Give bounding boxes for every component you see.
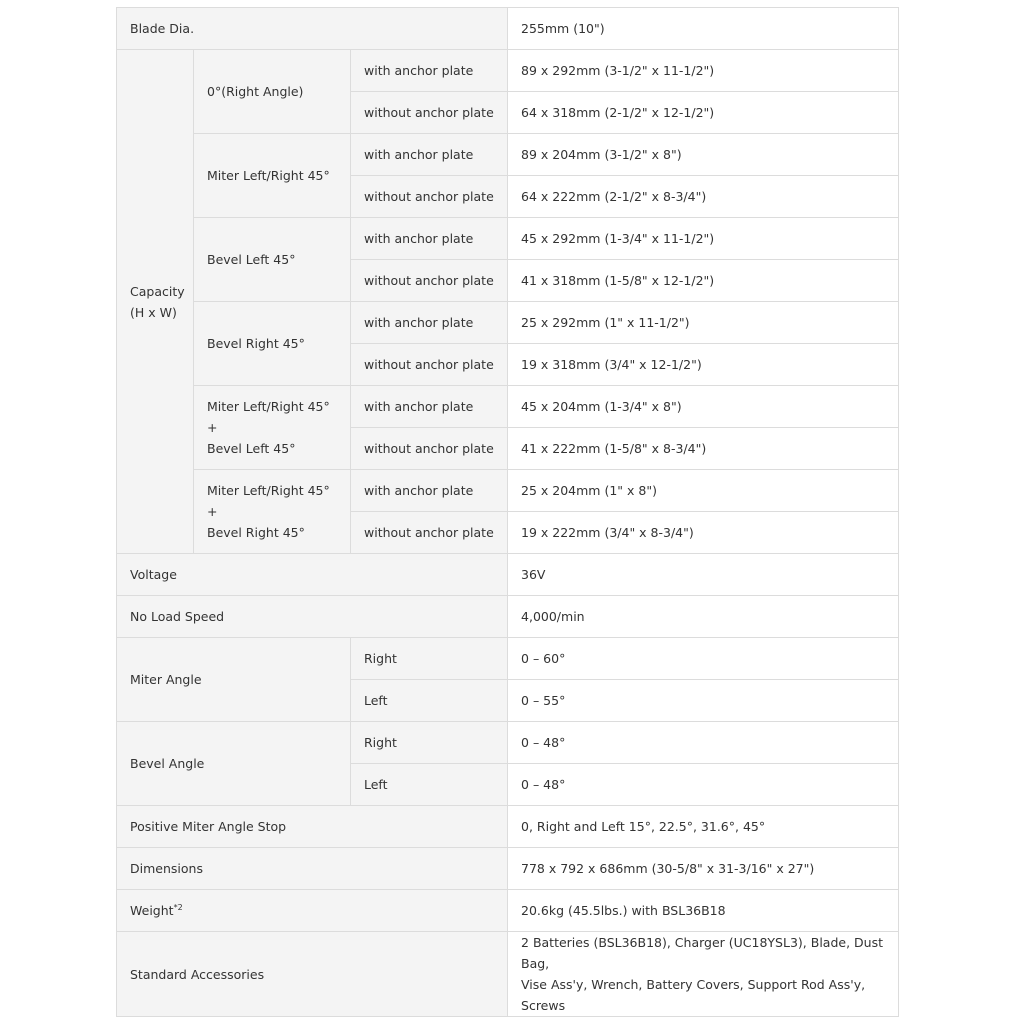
row-dimensions bbox=[117, 848, 899, 890]
group-name-line1: Miter Left/Right 45° + bbox=[207, 399, 330, 435]
label-accessories: Standard Accessories bbox=[117, 932, 508, 1017]
capacity-sub-with-anchor: with anchor plate bbox=[351, 218, 508, 260]
miter-angle-left-label: Left bbox=[351, 680, 508, 722]
capacity-sub-without-anchor: without anchor plate bbox=[351, 92, 508, 134]
capacity-value: 89 x 292mm (3-1/2" x 11-1/2") bbox=[508, 50, 899, 92]
bevel-angle-left-label: Left bbox=[351, 764, 508, 806]
label-voltage: Voltage bbox=[117, 554, 508, 596]
row-bevel-angle-right bbox=[117, 722, 899, 764]
capacity-group-miter-bevel-right bbox=[194, 470, 351, 554]
capacity-group-miter-bevel-left bbox=[194, 386, 351, 470]
label-bevel-angle: Bevel Angle bbox=[117, 722, 351, 806]
label-positive-stop: Positive Miter Angle Stop bbox=[117, 806, 508, 848]
row-capacity-4-with bbox=[117, 386, 899, 428]
capacity-label-line1: Capacity bbox=[130, 283, 185, 299]
value-dimensions: 778 x 792 x 686mm (30-5/8" x 31-3/16" x 27") bbox=[508, 848, 899, 890]
capacity-sub-without-anchor: without anchor plate bbox=[351, 512, 508, 554]
row-capacity-3-with bbox=[117, 302, 899, 344]
accessories-line1: 2 Batteries (BSL36B18), Charger (UC18YSL3), Blade, Dust Bag, bbox=[521, 935, 883, 971]
weight-label-text: Weight bbox=[130, 903, 174, 918]
row-miter-angle-right bbox=[117, 638, 899, 680]
label-no-load-speed: No Load Speed bbox=[117, 596, 508, 638]
capacity-value: 19 x 318mm (3/4" x 12-1/2") bbox=[508, 344, 899, 386]
value-blade-dia: 255mm (10") bbox=[508, 8, 899, 50]
capacity-sub-with-anchor: with anchor plate bbox=[351, 50, 508, 92]
capacity-value: 25 x 204mm (1" x 8") bbox=[508, 470, 899, 512]
row-weight bbox=[117, 890, 899, 932]
label-dimensions: Dimensions bbox=[117, 848, 508, 890]
capacity-group-bevel-right-45: Bevel Right 45° bbox=[194, 302, 351, 386]
capacity-sub-without-anchor: without anchor plate bbox=[351, 176, 508, 218]
capacity-value: 41 x 318mm (1-5/8" x 12-1/2") bbox=[508, 260, 899, 302]
row-accessories bbox=[117, 932, 899, 1017]
row-capacity-1-with bbox=[117, 134, 899, 176]
miter-angle-right-label: Right bbox=[351, 638, 508, 680]
capacity-value: 19 x 222mm (3/4" x 8-3/4") bbox=[508, 512, 899, 554]
group-name-line1: Miter Left/Right 45° + bbox=[207, 483, 330, 519]
row-capacity-5-with bbox=[117, 470, 899, 512]
value-no-load-speed: 4,000/min bbox=[508, 596, 899, 638]
label-miter-angle: Miter Angle bbox=[117, 638, 351, 722]
capacity-sub-with-anchor: with anchor plate bbox=[351, 302, 508, 344]
value-positive-stop: 0, Right and Left 15°, 22.5°, 31.6°, 45° bbox=[508, 806, 899, 848]
capacity-sub-with-anchor: with anchor plate bbox=[351, 386, 508, 428]
label-weight bbox=[117, 890, 508, 932]
capacity-value: 64 x 318mm (2-1/2" x 12-1/2") bbox=[508, 92, 899, 134]
capacity-value: 64 x 222mm (2-1/2" x 8-3/4") bbox=[508, 176, 899, 218]
capacity-value: 25 x 292mm (1" x 11-1/2") bbox=[508, 302, 899, 344]
label-blade-dia: Blade Dia. bbox=[117, 8, 508, 50]
value-weight: 20.6kg (45.5lbs.) with BSL36B18 bbox=[508, 890, 899, 932]
group-name-line2: Bevel Left 45° bbox=[207, 441, 296, 456]
row-blade-dia bbox=[117, 8, 899, 50]
capacity-group-bevel-left-45: Bevel Left 45° bbox=[194, 218, 351, 302]
capacity-label-line2: (H x W) bbox=[130, 304, 177, 320]
weight-footnote: *2 bbox=[173, 902, 183, 912]
capacity-group-right-angle: 0°(Right Angle) bbox=[194, 50, 351, 134]
capacity-sub-without-anchor: without anchor plate bbox=[351, 260, 508, 302]
value-accessories bbox=[508, 932, 899, 1017]
bevel-angle-right-value: 0 – 48° bbox=[508, 722, 899, 764]
accessories-line2: Vise Ass'y, Wrench, Battery Covers, Support Rod Ass'y, Screws bbox=[521, 977, 866, 1013]
bevel-angle-right-label: Right bbox=[351, 722, 508, 764]
group-name-line2: Bevel Right 45° bbox=[207, 525, 305, 540]
capacity-value: 45 x 292mm (1-3/4" x 11-1/2") bbox=[508, 218, 899, 260]
label-capacity bbox=[117, 50, 194, 554]
row-voltage bbox=[117, 554, 899, 596]
capacity-sub-with-anchor: with anchor plate bbox=[351, 470, 508, 512]
miter-angle-right-value: 0 – 60° bbox=[508, 638, 899, 680]
capacity-value: 45 x 204mm (1-3/4" x 8") bbox=[508, 386, 899, 428]
row-capacity-0-with bbox=[117, 50, 899, 92]
capacity-group-miter-45: Miter Left/Right 45° bbox=[194, 134, 351, 218]
capacity-sub-without-anchor: without anchor plate bbox=[351, 344, 508, 386]
bevel-angle-left-value: 0 – 48° bbox=[508, 764, 899, 806]
value-voltage: 36V bbox=[508, 554, 899, 596]
capacity-sub-without-anchor: without anchor plate bbox=[351, 428, 508, 470]
capacity-sub-with-anchor: with anchor plate bbox=[351, 134, 508, 176]
row-no-load-speed bbox=[117, 596, 899, 638]
miter-angle-left-value: 0 – 55° bbox=[508, 680, 899, 722]
spec-table bbox=[116, 7, 899, 1017]
capacity-value: 41 x 222mm (1-5/8" x 8-3/4") bbox=[508, 428, 899, 470]
capacity-value: 89 x 204mm (3-1/2" x 8") bbox=[508, 134, 899, 176]
row-positive-stop bbox=[117, 806, 899, 848]
row-capacity-2-with bbox=[117, 218, 899, 260]
